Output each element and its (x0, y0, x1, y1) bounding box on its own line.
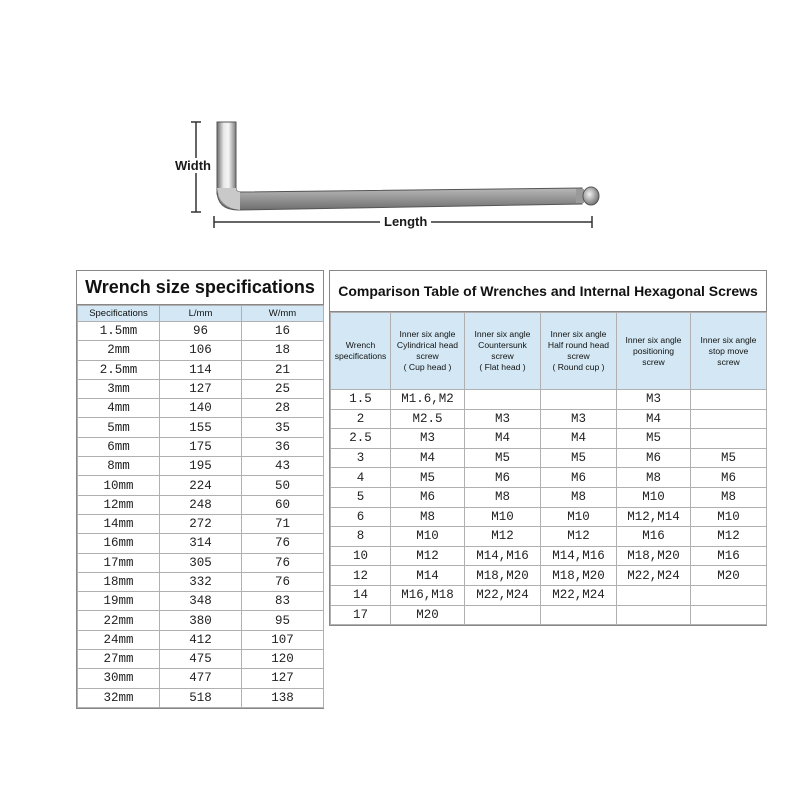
screw-size-cell: M8 (541, 487, 617, 507)
width-cell: 25 (242, 379, 324, 398)
column-header-line: Inner six angle (474, 329, 531, 339)
spec-cell: 32mm (78, 688, 160, 707)
table-row (78, 360, 324, 379)
table-row (78, 495, 324, 514)
length-cell: 475 (160, 650, 242, 669)
width-cell: 36 (242, 437, 324, 456)
spec-cell: 12mm (78, 495, 160, 514)
column-header (691, 313, 767, 390)
length-cell: 412 (160, 630, 242, 649)
screw-size-cell: M5 (391, 468, 465, 488)
screw-size-cell: M20 (691, 566, 767, 586)
length-cell: 114 (160, 360, 242, 379)
screw-size-cell: M3 (465, 409, 541, 429)
table-row (78, 476, 324, 495)
column-header (541, 313, 617, 390)
length-cell: 155 (160, 418, 242, 437)
screw-size-cell: M18,M20 (465, 566, 541, 586)
length-cell: 140 (160, 399, 242, 418)
column-header (331, 313, 391, 390)
width-cell: 21 (242, 360, 324, 379)
screw-size-cell: M22,M24 (617, 566, 691, 586)
screw-size-cell: M3 (391, 429, 465, 449)
table-row (78, 457, 324, 476)
screw-size-cell: M3 (541, 409, 617, 429)
screw-size-cell (541, 390, 617, 410)
wrench-size-table-title: Wrench size specifications (77, 271, 323, 305)
screw-size-cell: M10 (391, 527, 465, 547)
spec-cell: 14mm (78, 514, 160, 533)
spec-cell: 22mm (78, 611, 160, 630)
length-cell: 332 (160, 572, 242, 591)
table-row (331, 390, 767, 410)
screw-size-cell: M6 (617, 448, 691, 468)
column-header-line: Inner six angle (625, 334, 682, 345)
screw-size-cell: M5 (541, 448, 617, 468)
table-row (331, 409, 767, 429)
table-row (78, 553, 324, 572)
length-cell: 224 (160, 476, 242, 495)
column-header-line: ( Flat head ) (479, 362, 526, 372)
length-cell: 272 (160, 514, 242, 533)
table-row (78, 592, 324, 611)
width-cell: 76 (242, 572, 324, 591)
table-row (331, 566, 767, 586)
spec-cell: 24mm (78, 630, 160, 649)
screw-size-cell (691, 409, 767, 429)
screw-size-cell: M12,M14 (617, 507, 691, 527)
screw-size-cell: M4 (617, 409, 691, 429)
length-cell: 477 (160, 669, 242, 688)
column-header-line: screw (491, 351, 514, 361)
screw-size-cell (617, 585, 691, 605)
column-header-line: stop move (708, 345, 749, 356)
spec-cell: 6mm (78, 437, 160, 456)
table-row (331, 585, 767, 605)
table-row (78, 572, 324, 591)
screw-size-cell: M4 (541, 429, 617, 449)
column-header-line: Wrench (345, 340, 376, 350)
wrench-spec-cell: 10 (331, 546, 391, 566)
length-cell: 175 (160, 437, 242, 456)
screw-size-cell: M22,M24 (541, 585, 617, 605)
column-header-line: screw (717, 356, 740, 367)
wrench-spec-cell: 14 (331, 585, 391, 605)
screw-size-cell: M10 (617, 487, 691, 507)
table-row (331, 605, 767, 625)
table-row (78, 341, 324, 360)
hex-key (217, 122, 599, 210)
screw-size-cell: M14,M16 (465, 546, 541, 566)
screw-size-cell: M12 (391, 546, 465, 566)
wrench-spec-cell: 3 (331, 448, 391, 468)
spec-cell: 4mm (78, 399, 160, 418)
width-cell: 16 (242, 322, 324, 341)
spec-cell: 2.5mm (78, 360, 160, 379)
screw-size-cell: M6 (541, 468, 617, 488)
length-cell: 518 (160, 688, 242, 707)
screw-size-cell: M18,M20 (541, 566, 617, 586)
table-row (78, 611, 324, 630)
table-row (331, 527, 767, 547)
wrench-spec-cell: 2.5 (331, 429, 391, 449)
screw-size-cell: M14,M16 (541, 546, 617, 566)
column-header-line: Cylindrical head (396, 340, 459, 350)
length-cell: 127 (160, 379, 242, 398)
spec-cell: 17mm (78, 553, 160, 572)
width-cell: 43 (242, 457, 324, 476)
column-header-line: positioning (632, 345, 675, 356)
screw-size-cell: M10 (541, 507, 617, 527)
screw-size-cell: M5 (465, 448, 541, 468)
width-cell: 28 (242, 399, 324, 418)
screw-size-cell: M12 (465, 527, 541, 547)
wrench-spec-cell: 8 (331, 527, 391, 547)
width-cell: 120 (242, 650, 324, 669)
table-row (78, 322, 324, 341)
screw-size-cell (691, 585, 767, 605)
screw-size-cell: M18,M20 (617, 546, 691, 566)
wrench-size-table-panel (76, 270, 324, 709)
screw-size-cell: M6 (391, 487, 465, 507)
length-cell: 96 (160, 322, 242, 341)
column-header: Specifications (78, 306, 160, 322)
column-header-line: Half round head (547, 340, 610, 350)
screw-size-cell: M10 (691, 507, 767, 527)
wrench-spec-cell: 2 (331, 409, 391, 429)
table-row (78, 418, 324, 437)
wrench-spec-cell: 5 (331, 487, 391, 507)
width-cell: 138 (242, 688, 324, 707)
length-cell: 305 (160, 553, 242, 572)
table-row (78, 669, 324, 688)
width-label: Width (175, 158, 211, 173)
column-header (617, 313, 691, 390)
wrench-spec-cell: 12 (331, 566, 391, 586)
width-cell: 50 (242, 476, 324, 495)
screw-size-cell: M1.6,M2 (391, 390, 465, 410)
column-header-line: Inner six angle (399, 329, 456, 339)
table-row (331, 487, 767, 507)
screw-size-cell: M5 (617, 429, 691, 449)
screw-size-cell (617, 605, 691, 625)
table-row (331, 468, 767, 488)
length-label: Length (380, 214, 431, 229)
wrench-diagram (0, 0, 800, 250)
screw-size-cell: M5 (691, 448, 767, 468)
table-row (331, 507, 767, 527)
table-row (78, 650, 324, 669)
screw-size-cell: M2.5 (391, 409, 465, 429)
column-header: L/mm (160, 306, 242, 322)
spec-cell: 18mm (78, 572, 160, 591)
column-header-line: screw (567, 351, 590, 361)
screw-size-cell (691, 605, 767, 625)
wrench-size-table (77, 305, 324, 708)
wrench-spec-cell: 4 (331, 468, 391, 488)
screw-size-cell (465, 390, 541, 410)
column-header-line: Inner six angle (550, 329, 607, 339)
screw-size-cell: M8 (617, 468, 691, 488)
table-row (78, 688, 324, 707)
width-cell: 76 (242, 553, 324, 572)
screw-size-cell: M16,M18 (391, 585, 465, 605)
screw-size-cell: M8 (391, 507, 465, 527)
column-header-line: Countersunk (478, 340, 527, 350)
width-cell: 76 (242, 534, 324, 553)
screw-size-cell (541, 605, 617, 625)
spec-cell: 1.5mm (78, 322, 160, 341)
width-cell: 127 (242, 669, 324, 688)
table-row (331, 546, 767, 566)
wrench-spec-cell: 1.5 (331, 390, 391, 410)
screw-size-cell (691, 390, 767, 410)
width-cell: 83 (242, 592, 324, 611)
table-row (78, 437, 324, 456)
table-row (78, 630, 324, 649)
column-header-line: ( Round cup ) (552, 362, 605, 372)
width-cell: 95 (242, 611, 324, 630)
comparison-table-panel (329, 270, 767, 626)
spec-cell: 27mm (78, 650, 160, 669)
length-cell: 195 (160, 457, 242, 476)
screw-size-cell (691, 429, 767, 449)
table-row (78, 379, 324, 398)
comparison-table (330, 312, 767, 625)
spec-cell: 16mm (78, 534, 160, 553)
width-cell: 71 (242, 514, 324, 533)
table-header-row (78, 306, 324, 322)
screw-size-cell: M4 (465, 429, 541, 449)
screw-size-cell: M16 (691, 546, 767, 566)
column-header (391, 313, 465, 390)
column-header-line: ( Cup head ) (403, 362, 452, 372)
spec-cell: 8mm (78, 457, 160, 476)
spec-cell: 10mm (78, 476, 160, 495)
screw-size-cell: M20 (391, 605, 465, 625)
column-header-line: screw (416, 351, 439, 361)
screw-size-cell (465, 605, 541, 625)
spec-cell: 5mm (78, 418, 160, 437)
table-row (78, 534, 324, 553)
spec-cell: 2mm (78, 341, 160, 360)
length-cell: 314 (160, 534, 242, 553)
length-cell: 248 (160, 495, 242, 514)
spec-cell: 30mm (78, 669, 160, 688)
screw-size-cell: M22,M24 (465, 585, 541, 605)
hex-key-illustration (0, 0, 800, 250)
table-header-row (331, 313, 767, 390)
width-cell: 35 (242, 418, 324, 437)
wrench-spec-cell: 6 (331, 507, 391, 527)
column-header-line: screw (642, 356, 665, 367)
table-row (78, 514, 324, 533)
column-header-line: Inner six angle (700, 334, 757, 345)
screw-size-cell: M12 (691, 527, 767, 547)
comparison-table-title: Comparison Table of Wrenches and Internal Hexagonal Screws (330, 271, 766, 312)
column-header-line: specifications (334, 351, 387, 361)
table-row (331, 448, 767, 468)
screw-size-cell: M14 (391, 566, 465, 586)
table-row (331, 429, 767, 449)
width-cell: 60 (242, 495, 324, 514)
screw-size-cell: M16 (617, 527, 691, 547)
width-cell: 107 (242, 630, 324, 649)
spec-cell: 19mm (78, 592, 160, 611)
wrench-spec-cell: 17 (331, 605, 391, 625)
screw-size-cell: M4 (391, 448, 465, 468)
column-header: W/mm (242, 306, 324, 322)
width-cell: 18 (242, 341, 324, 360)
spec-cell: 3mm (78, 379, 160, 398)
screw-size-cell: M12 (541, 527, 617, 547)
table-row (78, 399, 324, 418)
length-cell: 106 (160, 341, 242, 360)
screw-size-cell: M8 (691, 487, 767, 507)
length-cell: 380 (160, 611, 242, 630)
length-cell: 348 (160, 592, 242, 611)
column-header (465, 313, 541, 390)
screw-size-cell: M6 (465, 468, 541, 488)
screw-size-cell: M8 (465, 487, 541, 507)
screw-size-cell: M3 (617, 390, 691, 410)
screw-size-cell: M6 (691, 468, 767, 488)
screw-size-cell: M10 (465, 507, 541, 527)
